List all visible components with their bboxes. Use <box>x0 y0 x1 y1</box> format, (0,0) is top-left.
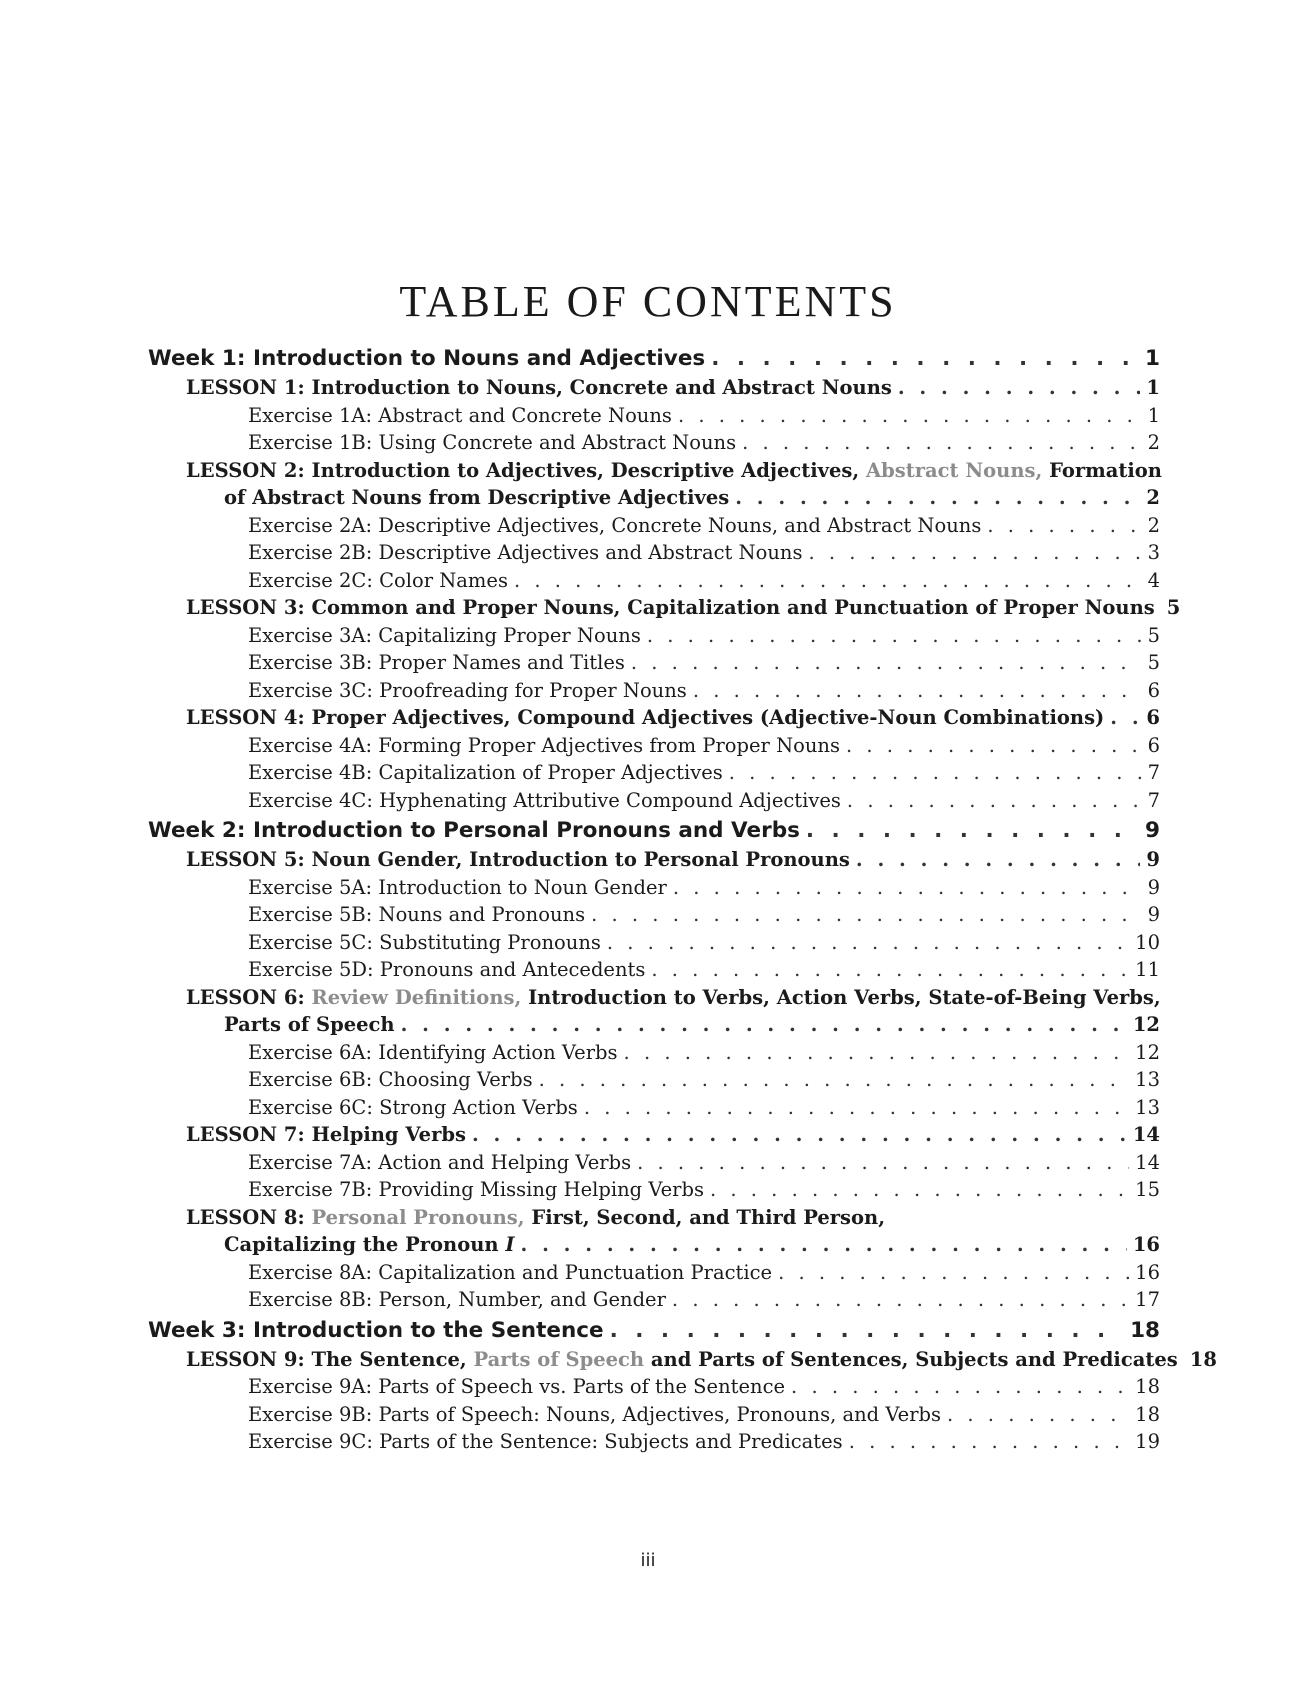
toc-exercise-5b[interactable] <box>148 901 1160 929</box>
page-ref: 2 <box>1147 431 1160 454</box>
page-ref: 9 <box>1145 818 1160 843</box>
exercise-label: Exercise 4C: Hyphenating Attributive Compound Adjectives <box>248 788 841 812</box>
toc-exercise-7a[interactable] <box>148 1149 1160 1177</box>
dot-leader <box>591 901 1141 929</box>
lesson-label-continued: Parts of Speech <box>224 1013 395 1036</box>
page-ref: 17 <box>1135 1288 1160 1311</box>
page-ref: 14 <box>1132 1123 1160 1146</box>
dot-leader <box>678 402 1142 430</box>
dot-leader <box>806 816 1139 846</box>
table-of-contents <box>148 344 1217 1456</box>
dot-leader <box>610 1316 1124 1346</box>
dot-leader <box>607 929 1129 957</box>
page-title: TABLE OF CONTENTS <box>399 277 897 326</box>
page-ref: 5 <box>1166 596 1181 619</box>
page-ref: 18 <box>1130 1317 1160 1343</box>
lesson-label <box>186 1346 1178 1374</box>
dot-leader <box>778 1259 1129 1287</box>
lesson-label: LESSON 5: Noun Gender, Introduction to Personal Pronouns <box>186 848 850 871</box>
toc-exercise-9a[interactable] <box>148 1373 1160 1401</box>
page-ref: 4 <box>1147 568 1160 592</box>
exercise-label: Exercise 7A: Action and Helping Verbs <box>248 1150 632 1174</box>
toc-exercise-1b[interactable] <box>148 429 1160 457</box>
toc-exercise-5c[interactable] <box>148 929 1160 957</box>
toc-exercise-6c[interactable] <box>148 1094 1160 1122</box>
exercise-label: Exercise 2B: Descriptive Adjectives and Abstract Nouns <box>248 541 803 564</box>
toc-exercise-2b[interactable] <box>148 539 1160 567</box>
toc-exercise-4a[interactable] <box>148 732 1160 760</box>
dot-leader <box>791 1373 1129 1401</box>
dot-leader <box>539 1066 1130 1094</box>
dot-leader <box>651 956 1129 984</box>
page-ref: 1 <box>1145 346 1160 371</box>
dot-leader <box>808 539 1141 567</box>
toc-lesson-9[interactable] <box>148 1346 1217 1374</box>
exercise-label: Exercise 1A: Abstract and Concrete Nouns <box>248 403 672 427</box>
toc-lesson-4[interactable] <box>148 704 1160 732</box>
dot-leader <box>947 1401 1129 1429</box>
toc-exercise-4c[interactable] <box>148 787 1160 815</box>
exercise-label: Exercise 3A: Capitalizing Proper Nouns <box>248 623 641 647</box>
exercise-label: Exercise 9A: Parts of Speech vs. Parts of the Sentence <box>248 1375 786 1398</box>
toc-exercise-1a[interactable] <box>148 402 1160 430</box>
exercise-label: Exercise 6B: Choosing Verbs <box>248 1068 533 1091</box>
review-label: Parts of Speech <box>473 1347 645 1371</box>
page-ref: 10 <box>1135 930 1160 954</box>
toc-lesson-8-continued[interactable] <box>148 1231 1160 1259</box>
page-ref: 2 <box>1146 486 1160 509</box>
toc-exercise-8a[interactable] <box>148 1259 1160 1287</box>
toc-lesson-6-continued[interactable] <box>148 1011 1160 1039</box>
lesson-label: LESSON 3: Common and Proper Nouns, Capitalization and Punctuation of Proper Nouns <box>186 596 1155 619</box>
lesson-label-text: LESSON 9: The Sentence, <box>186 1347 467 1371</box>
toc-exercise-5a[interactable] <box>148 874 1160 902</box>
page-ref: 13 <box>1135 1095 1160 1119</box>
dot-leader <box>624 1039 1130 1067</box>
lesson-label: LESSON 7: Helping Verbs <box>186 1123 466 1146</box>
page-ref: 1 <box>1146 376 1160 399</box>
dot-leader <box>735 484 1140 512</box>
dot-leader <box>672 1286 1129 1314</box>
exercise-label: Exercise 8A: Capitalization and Punctuation Practice <box>248 1260 773 1284</box>
toc-exercise-8b[interactable] <box>148 1286 1160 1314</box>
exercise-label: Exercise 6C: Strong Action Verbs <box>248 1095 578 1119</box>
page-ref: 19 <box>1135 1430 1160 1453</box>
toc-week-3[interactable] <box>148 1316 1160 1346</box>
dot-leader <box>514 567 1142 595</box>
lesson-label-rest: Formation <box>1049 458 1162 482</box>
toc-exercise-9b[interactable] <box>148 1401 1160 1429</box>
pronoun-i: I <box>505 1233 515 1256</box>
dot-leader <box>472 1121 1127 1149</box>
toc-lesson-7[interactable] <box>148 1121 1160 1149</box>
lesson-label-rest: Introduction to Verbs, Action Verbs, State-of-Being Verbs, <box>528 985 1161 1009</box>
review-label: Abstract Nouns, <box>865 458 1043 482</box>
toc-exercise-9c[interactable] <box>148 1428 1160 1456</box>
lesson-label-text: Capitalizing the Pronoun <box>224 1233 499 1256</box>
toc-week-2[interactable] <box>148 816 1160 846</box>
dot-leader <box>847 787 1142 815</box>
toc-exercise-3c[interactable] <box>148 677 1160 705</box>
dot-leader <box>898 374 1141 402</box>
dot-leader <box>673 874 1142 902</box>
page-ref: 3 <box>1147 541 1160 564</box>
dot-leader <box>693 677 1142 705</box>
exercise-label: Exercise 1B: Using Concrete and Abstract Nouns <box>248 431 737 454</box>
page-ref: 13 <box>1135 1068 1160 1091</box>
page-ref: 5 <box>1147 651 1160 674</box>
toc-lesson-2-continued[interactable] <box>148 484 1160 512</box>
dot-leader <box>742 429 1141 457</box>
toc-exercise-7b[interactable] <box>148 1176 1160 1204</box>
exercise-label: Exercise 7B: Providing Missing Helping Verbs <box>248 1178 704 1201</box>
page-ref: 2 <box>1147 513 1160 537</box>
page-ref: 9 <box>1146 848 1160 871</box>
review-label: Personal Pronouns, <box>311 1205 525 1229</box>
page-ref: 18 <box>1135 1402 1160 1426</box>
toc-exercise-2a[interactable] <box>148 512 1160 540</box>
exercise-label: Exercise 3B: Proper Names and Titles <box>248 651 625 674</box>
page-ref: 18 <box>1189 1347 1217 1371</box>
page-ref: 9 <box>1147 903 1160 926</box>
page-ref: 6 <box>1147 678 1160 702</box>
toc-exercise-3b[interactable] <box>148 649 1160 677</box>
lesson-label-rest: and Parts of Sentences, Subjects and Predicates <box>650 1347 1178 1371</box>
page-ref: 12 <box>1132 1013 1160 1036</box>
exercise-label: Exercise 5C: Substituting Pronouns <box>248 930 601 954</box>
toc-lesson-1[interactable] <box>148 374 1160 402</box>
lesson-label-continued: of Abstract Nouns from Descriptive Adjectives <box>224 486 730 509</box>
toc-exercise-4b[interactable] <box>148 759 1160 787</box>
lesson-label: LESSON 4: Proper Adjectives, Compound Adjectives (Adjective-Noun Combinations) <box>186 706 1105 729</box>
exercise-label: Exercise 2A: Descriptive Adjectives, Concrete Nouns, and Abstract Nouns <box>248 513 982 537</box>
lesson-label: LESSON 2: Introduction to Adjectives, Descriptive Adjectives, <box>186 458 860 482</box>
week-label: Week 2: Introduction to Personal Pronouns and Verbs <box>148 818 800 843</box>
toc-exercise-6b[interactable] <box>148 1066 1160 1094</box>
page-ref: 7 <box>1147 788 1160 812</box>
page-ref: 18 <box>1135 1375 1160 1398</box>
page-ref: 15 <box>1135 1178 1160 1201</box>
page-ref: 16 <box>1132 1233 1160 1256</box>
lesson-label-continued <box>224 1231 515 1259</box>
review-label: Review Definitions, <box>311 985 522 1009</box>
toc-exercise-2c[interactable] <box>148 567 1160 595</box>
dot-leader <box>710 1176 1129 1204</box>
exercise-label: Exercise 8B: Person, Number, and Gender <box>248 1288 666 1311</box>
dot-leader <box>711 344 1139 374</box>
toc-lesson-3[interactable] <box>148 594 1181 622</box>
exercise-label: Exercise 5A: Introduction to Noun Gender <box>248 875 667 899</box>
page-ref: 16 <box>1135 1260 1160 1284</box>
toc-lesson-2[interactable] <box>148 457 1160 485</box>
toc-exercise-3a[interactable] <box>148 622 1160 650</box>
page-ref: 12 <box>1135 1040 1160 1064</box>
lesson-label: LESSON 6: <box>186 985 305 1009</box>
page-ref: 6 <box>1147 733 1160 757</box>
lesson-label: LESSON 1: Introduction to Nouns, Concrete and Abstract Nouns <box>186 376 892 399</box>
dot-leader <box>647 622 1142 650</box>
page-ref: 7 <box>1147 761 1160 784</box>
toc-week-1[interactable] <box>148 344 1160 374</box>
exercise-label: Exercise 9B: Parts of Speech: Nouns, Adjectives, Pronouns, and Verbs <box>248 1402 942 1426</box>
exercise-label: Exercise 4B: Capitalization of Proper Adjectives <box>248 761 723 784</box>
dot-leader <box>584 1094 1129 1122</box>
dot-leader <box>849 1428 1129 1456</box>
dot-leader <box>729 759 1142 787</box>
dot-leader <box>856 846 1141 874</box>
lesson-label: LESSON 8: <box>186 1205 305 1229</box>
week-label: Week 3: Introduction to the Sentence <box>148 1317 604 1343</box>
exercise-label: Exercise 5B: Nouns and Pronouns <box>248 903 586 926</box>
toc-lesson-5[interactable] <box>148 846 1160 874</box>
dot-leader <box>401 1011 1127 1039</box>
dot-leader <box>637 1149 1129 1177</box>
toc-exercise-5d[interactable] <box>148 956 1160 984</box>
dot-leader <box>1110 704 1140 732</box>
page-number: iii <box>640 1550 656 1571</box>
exercise-label: Exercise 3C: Proofreading for Proper Nouns <box>248 678 687 702</box>
page-ref: 11 <box>1135 958 1160 981</box>
page-ref: 14 <box>1135 1150 1160 1174</box>
exercise-label: Exercise 6A: Identifying Action Verbs <box>248 1040 618 1064</box>
toc-lesson-8[interactable] <box>148 1204 1160 1232</box>
dot-leader <box>521 1231 1127 1259</box>
page-ref: 5 <box>1147 623 1160 647</box>
toc-exercise-6a[interactable] <box>148 1039 1160 1067</box>
page-ref: 1 <box>1147 403 1160 427</box>
week-label: Week 1: Introduction to Nouns and Adjectives <box>148 346 706 371</box>
dot-leader <box>987 512 1141 540</box>
lesson-label-rest: First, Second, and Third Person, <box>531 1205 885 1229</box>
exercise-label: Exercise 9C: Parts of the Sentence: Subjects and Predicates <box>248 1430 843 1453</box>
exercise-label: Exercise 4A: Forming Proper Adjectives from Proper Nouns <box>248 733 840 757</box>
page-ref: 9 <box>1147 875 1160 899</box>
toc-lesson-6[interactable] <box>148 984 1160 1012</box>
exercise-label: Exercise 2C: Color Names <box>248 568 508 592</box>
dot-leader <box>846 732 1142 760</box>
dot-leader <box>631 649 1142 677</box>
exercise-label: Exercise 5D: Pronouns and Antecedents <box>248 958 646 981</box>
page-ref: 6 <box>1146 706 1160 729</box>
